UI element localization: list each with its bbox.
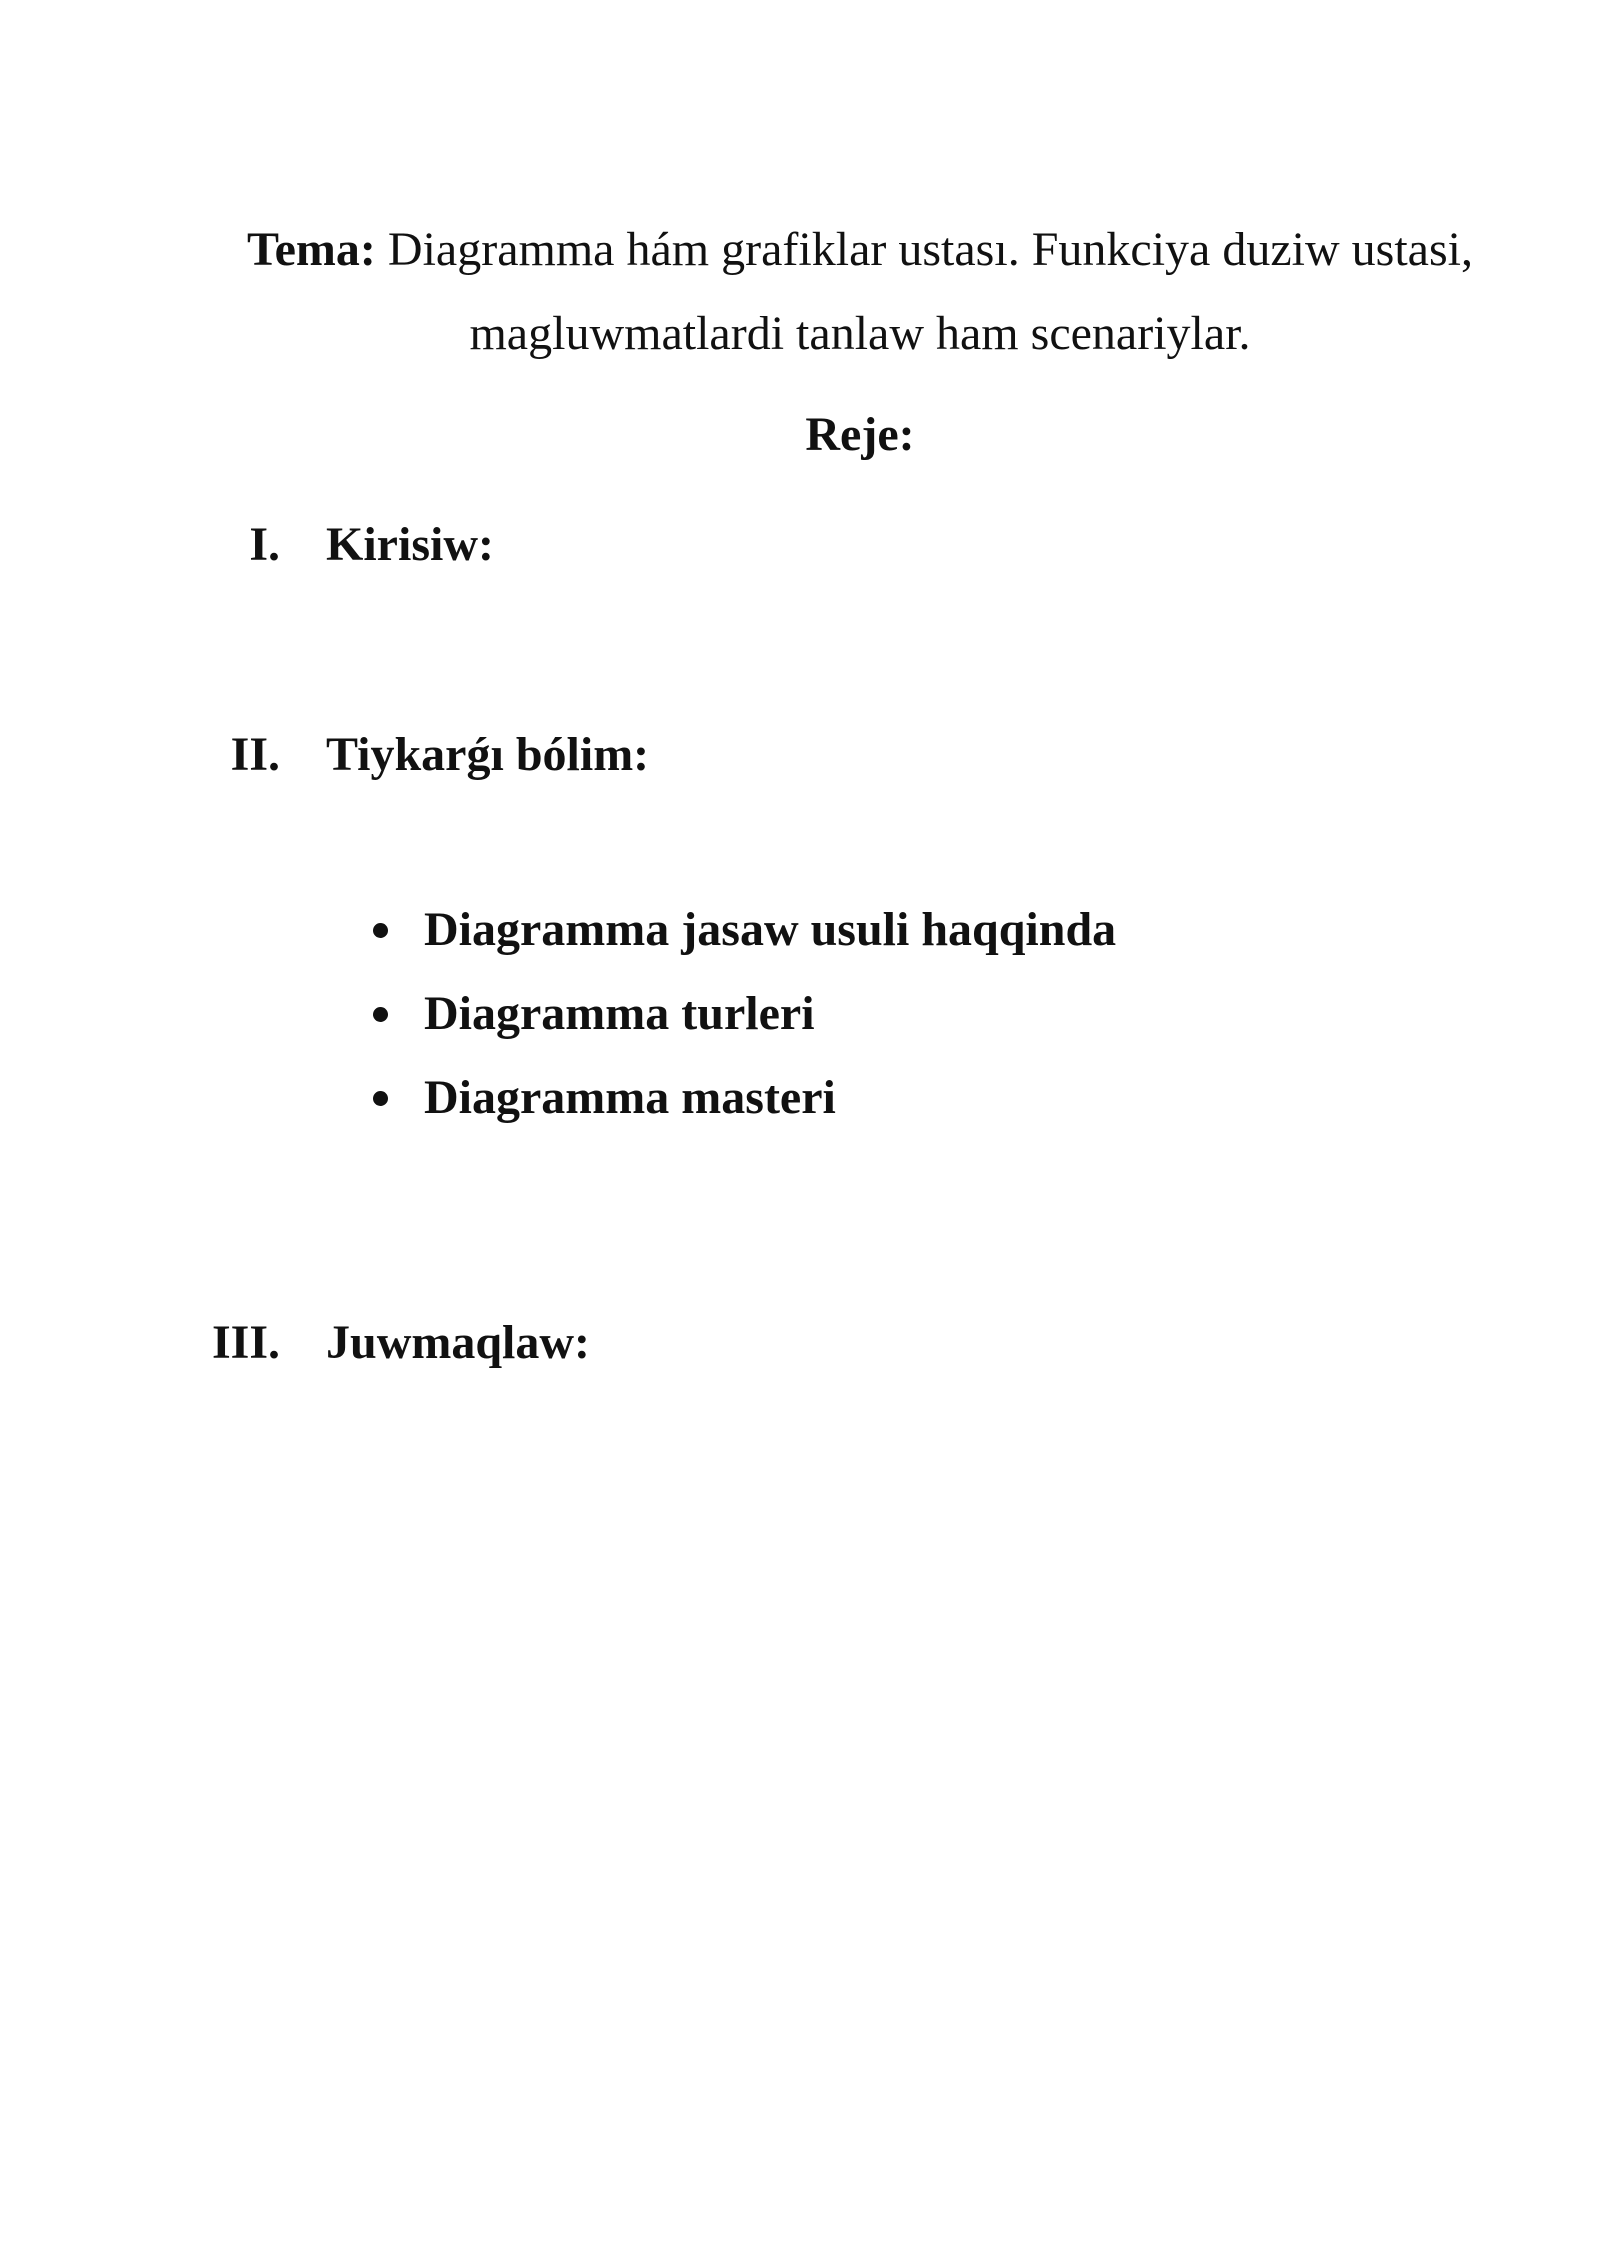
topic-paragraph <box>180 208 1540 376</box>
topic-line-1: Diagramma hám grafiklar ustası. Funkciya duziw ustasi, <box>387 223 1473 276</box>
list-item <box>370 888 1116 972</box>
section-number: III. <box>211 1316 280 1369</box>
section-title: Juwmaqlaw: <box>326 1316 591 1369</box>
topic-label: Tema: <box>247 223 376 276</box>
list-item <box>370 972 1116 1056</box>
list-item-text: Diagramma turleri <box>424 987 815 1040</box>
list-item-text: Diagramma masteri <box>424 1071 836 1124</box>
section-conclusion <box>0 1308 1600 1378</box>
topic-line-2: magluwmatlardi tanlaw ham scenariylar. <box>469 307 1251 360</box>
section-number: II. <box>230 728 280 781</box>
section-number: I. <box>249 518 280 571</box>
plan-heading: Reje: <box>805 408 915 461</box>
section-title: Kirisiw: <box>326 518 494 571</box>
bullet-icon <box>373 1007 388 1022</box>
list-item-text: Diagramma jasaw usuli haqqinda <box>424 903 1117 956</box>
main-part-bullet-list <box>370 888 1116 1140</box>
section-introduction <box>0 510 1600 580</box>
bullet-icon <box>373 1091 388 1106</box>
bullet-icon <box>373 923 388 938</box>
section-main-part <box>0 720 1600 790</box>
list-item <box>370 1056 1116 1140</box>
section-title: Tiykarǵı bólim: <box>326 728 650 781</box>
